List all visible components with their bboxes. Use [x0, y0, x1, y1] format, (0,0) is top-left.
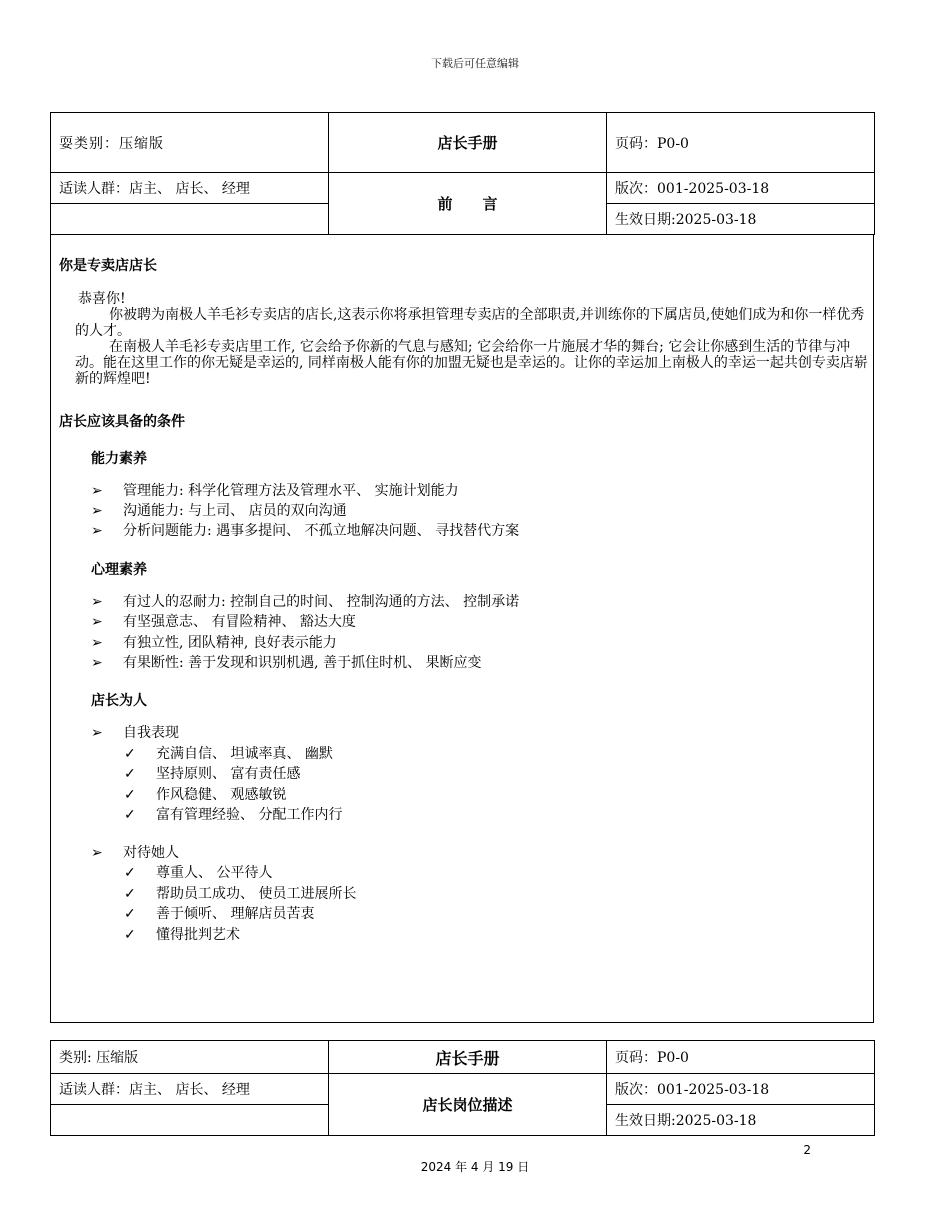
list-item: ✓ 作风稳健、 观感敏锐	[124, 787, 287, 803]
arrow-icon: ➢	[91, 503, 103, 519]
list-item: ➢ 有果断性: 善于发现和识别机遇, 善于抓住时机、 果断应变	[91, 655, 482, 671]
list-item: ➢ 有过人的忍耐力: 控制自己的时间、 控制沟通的方法、 控制承诺	[91, 594, 520, 610]
greeting: 恭喜你!	[78, 291, 126, 307]
list-item: ✓ 帮助员工成功、 使员工进展所长	[124, 886, 357, 902]
section-title: 前 言	[329, 173, 607, 235]
top-note: 下载后可任意编辑	[431, 57, 519, 70]
list-item: ➢ 有独立性, 团队精神, 良好表示能力	[91, 635, 337, 651]
subheading-ability: 能力素养	[91, 451, 147, 467]
check-icon: ✓	[124, 927, 136, 943]
footer-section-title: 店长岗位描述	[329, 1074, 607, 1136]
heading-store-manager: 你是专卖店店长	[59, 258, 157, 274]
page-code: 页码：P0-0	[607, 113, 875, 173]
footer-version: 版次：001-2025-03-18	[607, 1074, 875, 1105]
footer-effective-date: 生效日期:2025-03-18	[607, 1105, 875, 1136]
list-item: ✓ 善于倾听、 理解店员苦衷	[124, 906, 315, 922]
footer-empty-cell	[51, 1105, 329, 1136]
list-item: ➢ 分析问题能力: 遇事多提问、 不孤立地解决问题、 寻找替代方案	[91, 523, 520, 539]
subheading-mental: 心理素养	[91, 562, 147, 578]
check-icon: ✓	[124, 807, 136, 823]
footer-audience: 适读人群：店主、 店长、 经理	[51, 1074, 329, 1105]
arrow-icon: ➢	[91, 523, 103, 539]
check-icon: ✓	[124, 746, 136, 762]
intro-paragraph-2: 在南极人羊毛衫专卖店里工作, 它会给予你新的气息与感知; 它会给你一片施展才华的舞台; 它会让你感到生活的节律与冲动。能在这里工作的你无疑是幸运的, 同样南极人能有你的加盟无疑也是幸运的。让你的幸运加上南极人的幸运一起共创专卖店崭新的辉煌吧!	[75, 339, 868, 387]
footer-date: 2024 年 4 月 19 日	[420, 1160, 530, 1174]
list-item: ➢ 对待她人	[91, 845, 179, 861]
footer-manual-title: 店长手册	[329, 1041, 607, 1074]
arrow-icon: ➢	[91, 483, 103, 499]
version: 版次：001-2025-03-18	[607, 173, 875, 204]
effective-date: 生效日期:2025-03-18	[607, 204, 875, 235]
arrow-icon: ➢	[91, 655, 103, 671]
intro-paragraph-1: 你被聘为南极人羊毛衫专卖店的店长,这表示你将承担管理专卖店的全部职责,并训练你的下属店员,使她们成为和你一样优秀的人才。	[75, 307, 865, 339]
check-icon: ✓	[124, 787, 136, 803]
list-item: ➢ 自我表现	[91, 725, 179, 741]
audience: 适读人群：店主、 店长、 经理	[51, 173, 329, 204]
list-item: ✓ 坚持原则、 富有责任感	[124, 766, 301, 782]
list-item: ✓ 懂得批判艺术	[124, 927, 240, 943]
list-item: ➢ 沟通能力: 与上司、 店员的双向沟通	[91, 503, 347, 519]
heading-requirements: 店长应该具备的条件	[59, 414, 185, 430]
arrow-icon: ➢	[91, 635, 103, 651]
list-item: ➢ 有坚强意志、 有冒险精神、 豁达大度	[91, 614, 356, 630]
list-item: ➢ 管理能力: 科学化管理方法及管理水平、 实施计划能力	[91, 483, 459, 499]
footer-table	[50, 1040, 875, 1136]
list-item: ✓ 富有管理经验、 分配工作内行	[124, 807, 343, 823]
intro-text	[75, 291, 868, 387]
arrow-icon: ➢	[91, 845, 103, 861]
manual-title: 店长手册	[329, 113, 607, 173]
arrow-icon: ➢	[91, 614, 103, 630]
arrow-icon: ➢	[91, 594, 103, 610]
empty-cell	[51, 204, 329, 235]
header-table	[50, 112, 875, 235]
check-icon: ✓	[124, 865, 136, 881]
footer-category: 类别: 压缩版	[51, 1041, 329, 1074]
list-item: ✓ 充满自信、 坦诚率真、 幽默	[124, 746, 333, 762]
list-item: ✓ 尊重人、 公平待人	[124, 865, 273, 881]
check-icon: ✓	[124, 766, 136, 782]
page-number: 2	[803, 1143, 811, 1157]
footer-page-code: 页码：P0-0	[607, 1041, 875, 1074]
category-title: 耍类别：压缩版	[51, 113, 329, 173]
check-icon: ✓	[124, 886, 136, 902]
check-icon: ✓	[124, 906, 136, 922]
subheading-person: 店长为人	[91, 693, 147, 709]
arrow-icon: ➢	[91, 725, 103, 741]
